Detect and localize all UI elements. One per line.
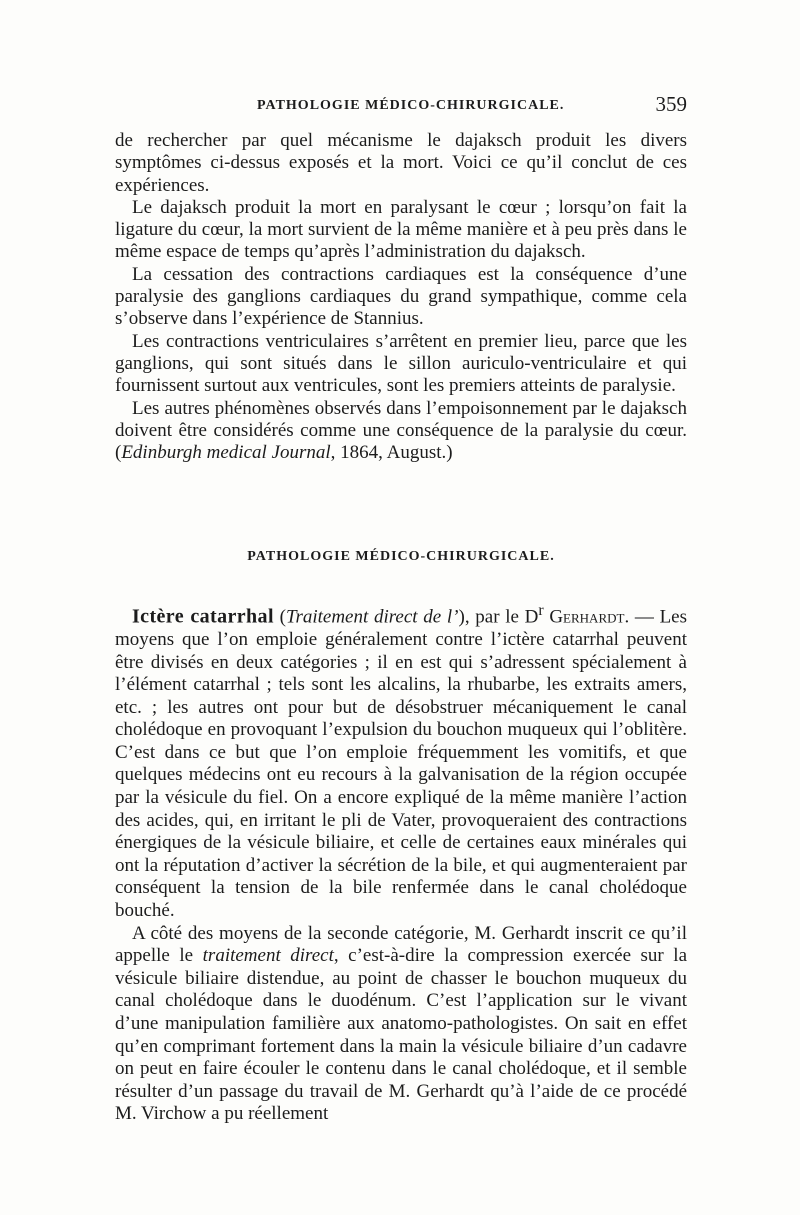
- lead-paren-close: ), par le D: [458, 606, 539, 628]
- article-first-paragraph: [115, 600, 687, 923]
- page-number: 359: [655, 92, 687, 116]
- paragraph-ventricular: Les contractions ventriculaires s’arrêtent en premier lieu, parce que les ganglions, qui sont situés dans le sillon auriculo-ventriculaire et qui fournissent surtout aux ventricules, sont les premiers atteints de paralysie.: [115, 330, 687, 397]
- article-second-paragraph: [115, 923, 687, 1126]
- lead-italic: Traitement direct de l’: [285, 606, 459, 628]
- continued-text: [115, 130, 687, 464]
- second-paragraph-rest: , c’est-à-dire la compression exercée sur la vésicule biliaire distendue, au point de chasser le bouchon muqueux du canal cholédoque dans le duodénum. C’est l’application sur le vivant d’une manipulation familière aux anatomo-pathologistes. On sait en effet qu’en comprimant fortement dans la main la vésicule biliaire d’un cadavre on peut en faire écouler le contenu dans le canal cholédoque, et il semble résulter d’un passage du travail de M. Gerhardt qu’à l’aide de ce procédé M. Virchow a pu réellement: [115, 945, 687, 1125]
- second-paragraph-start: A côté des moyens de la seconde catégorie, M. Gerhardt inscrit ce qu’il appelle le: [115, 922, 687, 967]
- second-paragraph-italic: traitement direct: [202, 945, 334, 967]
- page-header: [115, 92, 687, 122]
- citation-rest: , 1864, August.): [330, 442, 453, 464]
- article-lead-title: Ictère catarrhal: [132, 605, 274, 628]
- section-heading: PATHOLOGIE MÉDICO-CHIRURGICALE.: [247, 549, 555, 564]
- paragraph-paralysis: Le dajaksch produit la mort en paralysant le cœur ; lorsqu’on fait la ligature du cœur, la mort survient de la même manière et à peu près dans le même espace de temps qu’après l’administration du dajaksch.: [115, 196, 687, 263]
- running-head: PATHOLOGIE MÉDICO-CHIRURGICALE.: [257, 98, 565, 113]
- first-paragraph-text: — Les moyens que l’on emploie généralement contre l’ictère catarrhal peuvent être divisés en deux catégories ; il en est qui s’adressent spécialement à l’élément catarrhal ; tels sont les alcalins, la rhubarbe, les extraits amers, etc. ; les autres ont pour but de désobstruer mécaniquement le canal cholédoque en provoquant l’expulsion du bouchon muqueux qui l’oblitère. C’est dans ce but que l’on emploie fréquemment les vomitifs, et que quelques médecins ont eu recours à la galvanisation de la région occupée par la vésicule du fiel. On a encore expliqué de la même manière l’action des acides, qui, en irritant le pli de Vater, provoqueraient des contractions énergiques de la vésicule biliaire, et celle de certaines eaux minérales qui ont la réputation d’activer la sécrétion de la bile, et qui augmenteraient par conséquent la tension de la bile renfermée dans le canal cholédoque bouché.: [115, 606, 688, 922]
- paragraph-cardiac-ganglia: La cessation des contractions cardiaques est la conséquence d’une paralysie des ganglions cardiaques du grand sympathique, comme cela s’observe dans l’expérience de Stannius.: [115, 263, 687, 330]
- lead-paren-open: (: [273, 606, 286, 628]
- conclusion-text: Les autres phénomènes observés dans l’empoisonnement par le dajaksch doivent être considérés comme une conséquence de la paralysie du cœur. (: [115, 397, 687, 464]
- article-icterus: [115, 600, 687, 1126]
- doctor-sup: r: [538, 602, 544, 619]
- paragraph-continuation: de rechercher par quel mécanisme le dajaksch produit les divers symptômes ci-dessus exposés et la mort. Voici ce qu’il conclut de ces expériences.: [115, 130, 687, 196]
- article-author: Gerhardt: [549, 606, 625, 628]
- citation-journal: Edinburgh medical Journal: [121, 442, 331, 464]
- paragraph-conclusion: [115, 398, 687, 465]
- author-suffix: .: [624, 606, 630, 628]
